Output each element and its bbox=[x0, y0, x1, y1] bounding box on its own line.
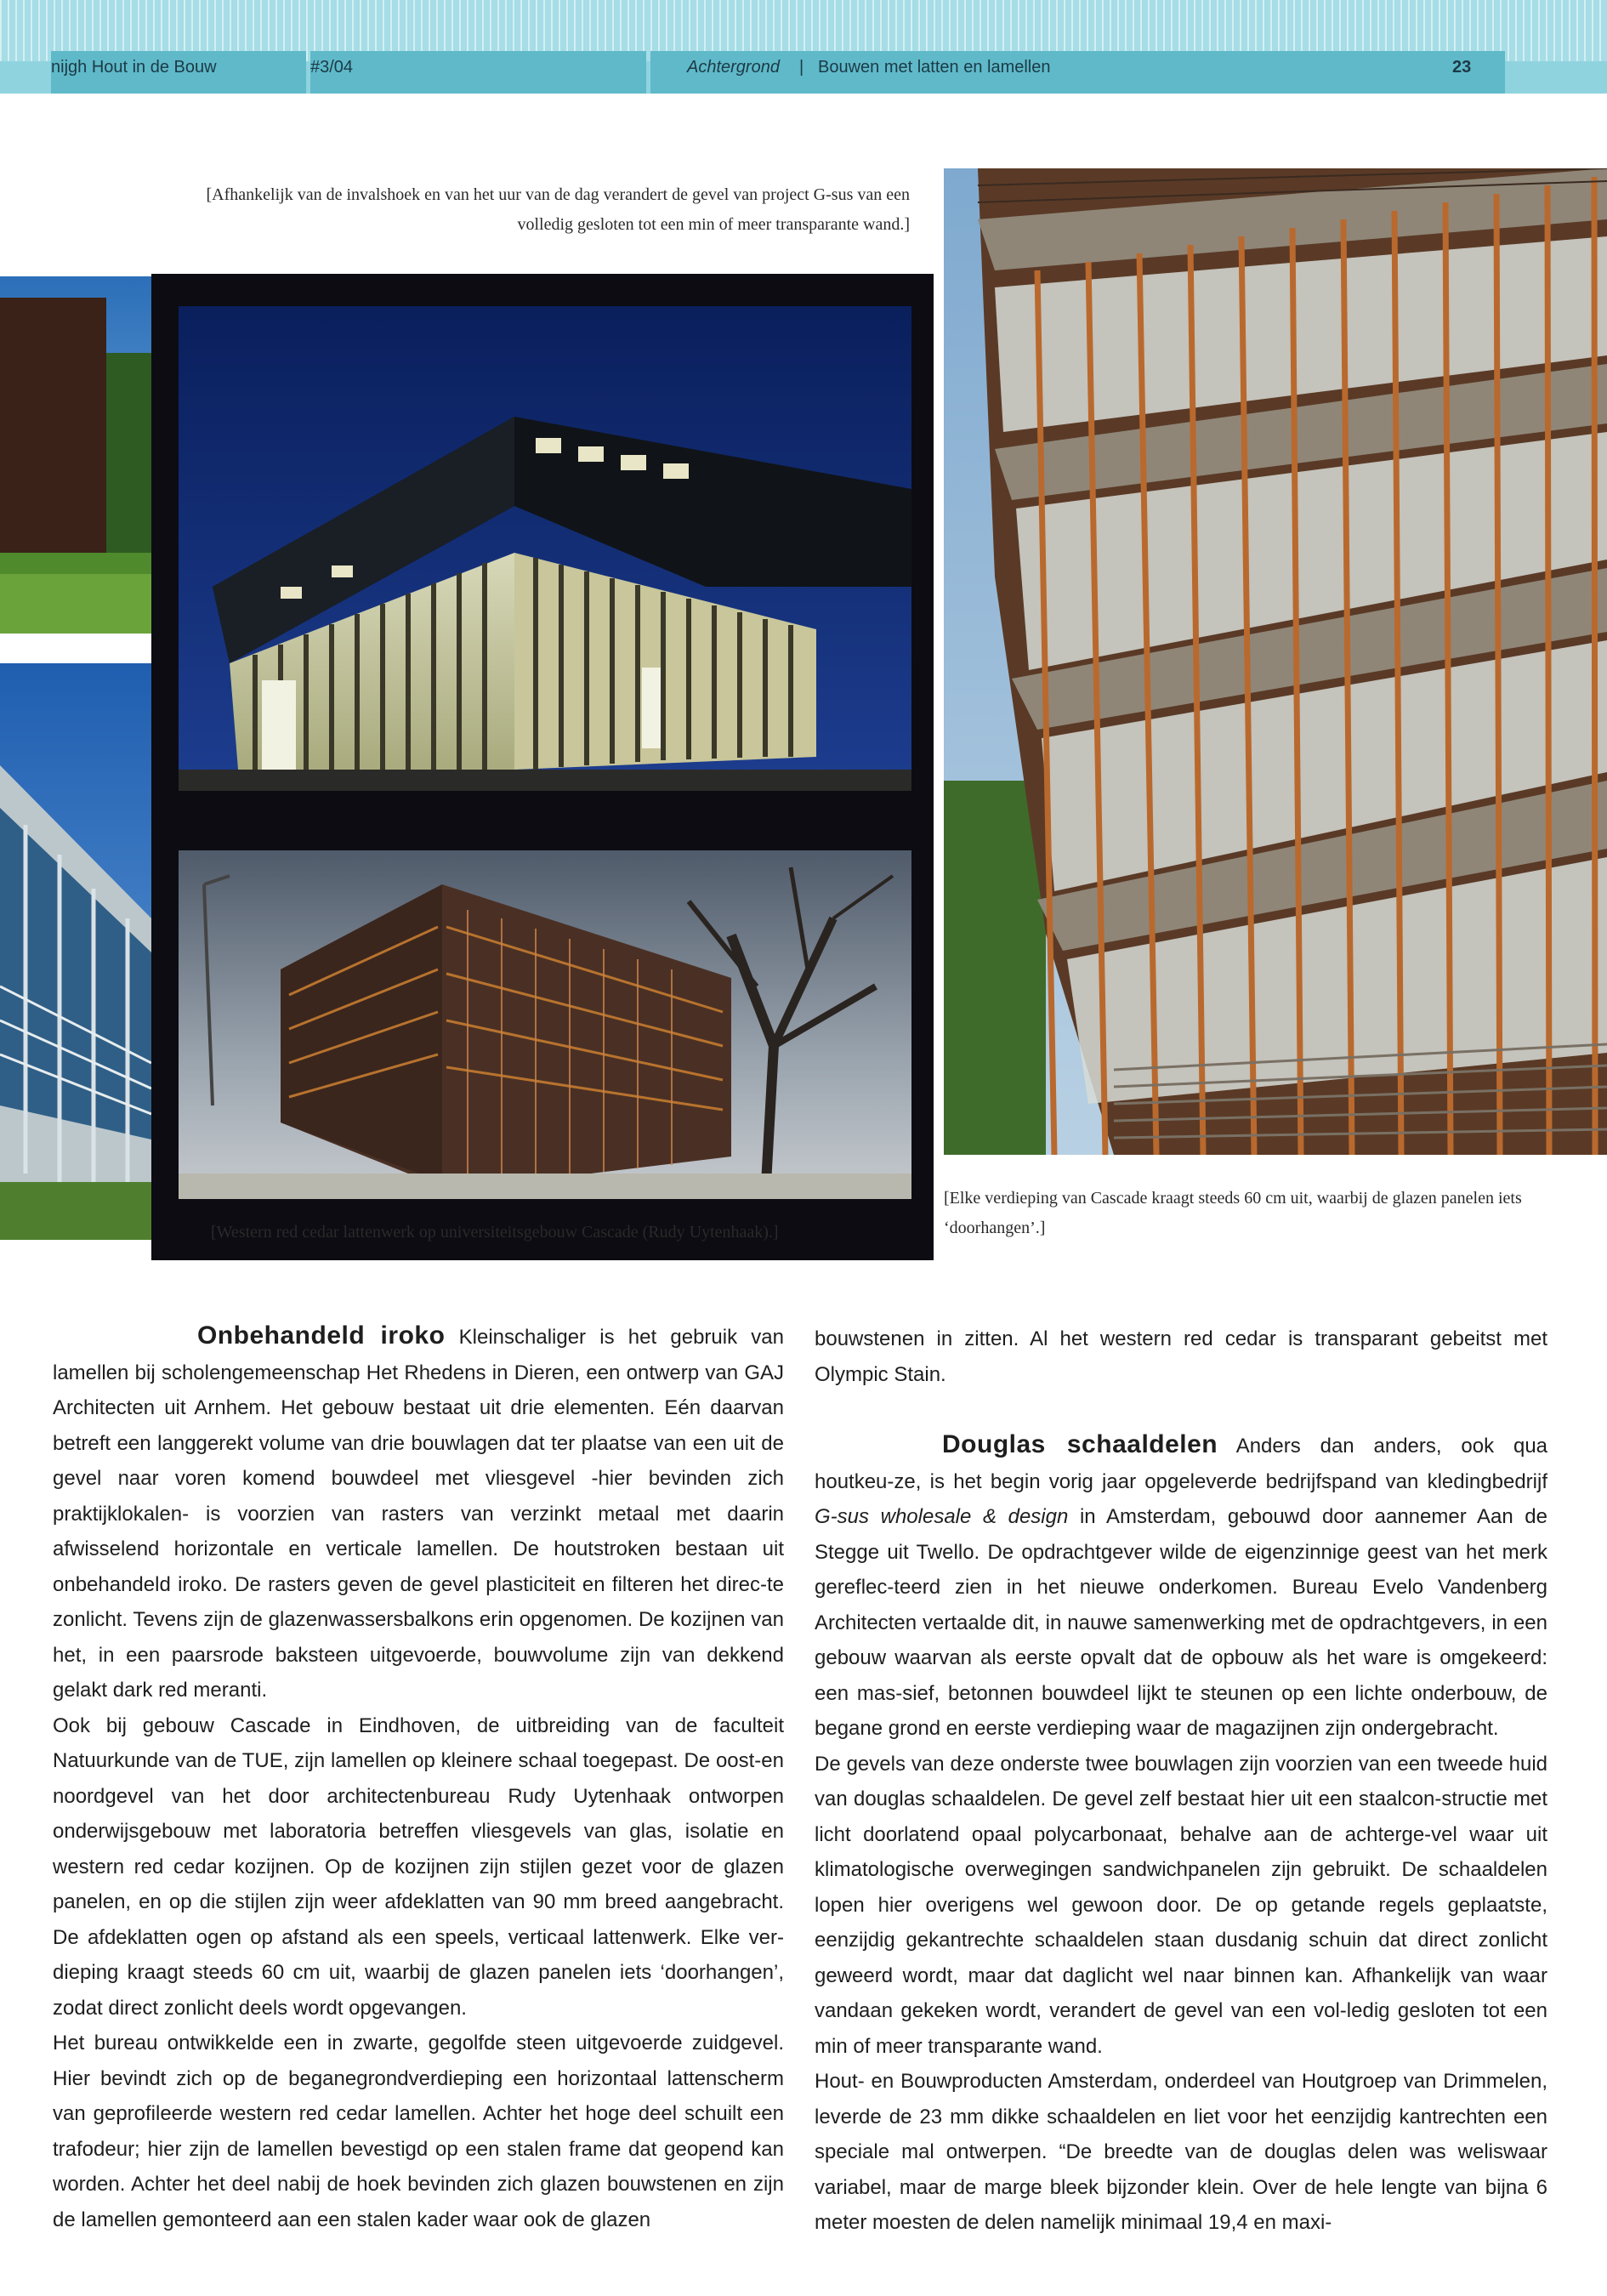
photo-brick-building-left bbox=[0, 276, 151, 634]
caption-cascade-lattenwerk: [Western red cedar lattenwerk op universiteitsgebouw Cascade (Rudy Uytenhaak).] bbox=[211, 1223, 779, 1242]
paragraph: Het bureau ontwikkelde een in zwarte, gegolfde steen uitgevoerde zuidgevel. Hier bevindt zich op de beganegrondverdieping een horizontaal lattenscherm van geprofileerde western red cedar lamellen. Achter het hoge deel schuilt een trafodeur; hier zijn de lamellen bevestigd op een stalen frame dat geopend kan worden. Achter het deel nabij de hoek bevinden zich glazen bouwstenen en zijn de lamellen gemonteerd aan een stalen kader waar ook de glazen bbox=[53, 2032, 784, 2231]
paragraph: Ook bij gebouw Cascade in Eindhoven, de uitbreiding van de faculteit Natuurkunde van de TUE, zijn lamellen op kleinere schaal toegepast. De oost-en noordgevel van het door architectenbureau Rudy Uytenhaak ontworpen onderwijsgebouw met laboratoria betreffen vliesgevels van glas, isolatie en western red cedar kozijnen. Op de kozijnen zijn stijlen gezet voor de glazen panelen, en op die stijlen zijn weer afdeklatten van 90 mm breed aangebracht. De afdeklatten ogen op afstand als een speels, verticaal lattenwerk. Elke ver-dieping kraagt steeds 60 cm uit, waarbij de glazen panelen iets ‘doorhangen’, zodat direct zonlicht deels wordt opgevangen. bbox=[53, 1713, 784, 2020]
article-column-right bbox=[815, 1321, 1547, 2241]
caption-cascade-verdieping: [Elke verdieping van Cascade kraagt steeds 60 cm uit, waarbij de glazen panelen iets ‘doorhangen’.] bbox=[944, 1189, 1522, 1237]
paragraph: bouwstenen in zitten. Al het western red cedar is transparant gebeitst met Olympic Stain. bbox=[815, 1327, 1547, 1386]
photo-glass-building-left bbox=[0, 663, 151, 1240]
paragraph: Douglas schaaldelen Anders dan anders, ook qua houtkeu-ze, is het begin vorig jaar opgeleverde bedrijfspand van kledingbedrijf G-sus wholesale & design in Amsterdam, gebouwd door aannemer Aan de Stegge uit Twello. De opdrachtgever wilde de eigenzinnige geest van het merk gereflec-teerd zien in het nieuwe onderkomen. Bureau Evelo Vandenberg Architecten vertaalde dit, in nauwe samenwerking met de opdrachtgevers, in een gebouw waarvan als eerste opvalt dat de opbouw als het ware is omgekeerd: een mas-sief, betonnen bouwdeel lijkt te steunen op een lichte onderbouw, de begane grond en eerste verdieping waar de magazijnen zijn ondergebracht. bbox=[815, 1430, 1548, 1740]
issue-number: #3/04 bbox=[310, 58, 354, 77]
section-heading-douglas: Douglas schaaldelen bbox=[942, 1430, 1218, 1458]
header-separator: | bbox=[799, 58, 804, 77]
article-title: Bouwen met latten en lamellen bbox=[818, 58, 1051, 77]
section-heading-iroko: Onbehandeld iroko bbox=[197, 1321, 446, 1350]
page-number: 23 bbox=[1452, 58, 1472, 77]
caption-gsus: [Afhankelijk van de invalshoek en van het uur van de dag verandert de gevel van project G-sus van een volledig gesloten tot een min of meer transparante wand.] bbox=[206, 185, 910, 234]
photo-rhedens-dusk bbox=[179, 306, 911, 791]
company-name: G-sus wholesale & design bbox=[815, 1505, 1069, 1528]
photo-cascade-facade bbox=[944, 168, 1607, 1155]
article-column-left bbox=[53, 1318, 784, 2237]
paragraph: De gevels van deze onderste twee bouwlagen zijn voorzien van een tweede huid van douglas schaaldelen. De gevel zelf bestaat hier uit een staalcon-structie met licht doorlatend opaal polycarbonaat, behalve aan de achterge-vel waar uit klimatologische overwegingen sandwichpanelen zijn gebruikt. De schaaldelen lopen hier overigens wel gewoon door. De op getande regels geplaatste, eenzijdig gekantrechte schaaldelen staan dusdanig schuin dat direct zonlicht geweerd wordt, maar dat daglicht wel naar binnen kan. Afhankelijk van waar vandaan gekeken wordt, verandert de gevel van een vol-ledig gesloten tot een min of meer transparante wand. bbox=[815, 1752, 1547, 2058]
paragraph: Onbehandeld iroko Kleinschaliger is het gebruik van lamellen bij scholengemeenschap Het Rhedens in Dieren, een ontwerp van GAJ Architecten uit Arnhem. Het gebouw bestaat uit drie elementen. Eén daarvan betreft een langgerekt volume van drie bouwlagen dat ter plaatse van een uit de gevel naar voren komend bouwdeel met vliesgevel -hier bevinden zich praktijklokalen- is voorzien van rasters van verzinkt metaal met daarin afwisselend horizontale en verticale lamellen. De houtstroken bestaan uit onbehandeld iroko. De rasters geven de gevel plasticiteit en filteren het direc-te zonlicht. Tevens zijn de glazenwassersbalkons erin opgenomen. De kozijnen van het, in een paarsrode baksteen uitgevoerde, bouwvolume zijn van dekkend gelakt dark red meranti. bbox=[53, 1321, 784, 1702]
publication-name: nijgh Hout in de Bouw bbox=[51, 58, 217, 77]
section-label: Achtergrond bbox=[687, 58, 780, 77]
photo-cascade-tree bbox=[179, 850, 911, 1199]
paragraph: Hout- en Bouwproducten Amsterdam, onderdeel van Houtgroep van Drimmelen, leverde de 23 mm dikke schaaldelen en liet voor het eenzijdig kantrechten een speciale mal ontwerpen. “De breedte van de douglas delen was weliswaar variabel, maar de marge bleek bijzonder klein. Over de hele lengte van bijna 6 meter moesten de delen namelijk minimaal 19,4 en maxi- bbox=[815, 2070, 1547, 2234]
header-band-block bbox=[310, 51, 646, 94]
